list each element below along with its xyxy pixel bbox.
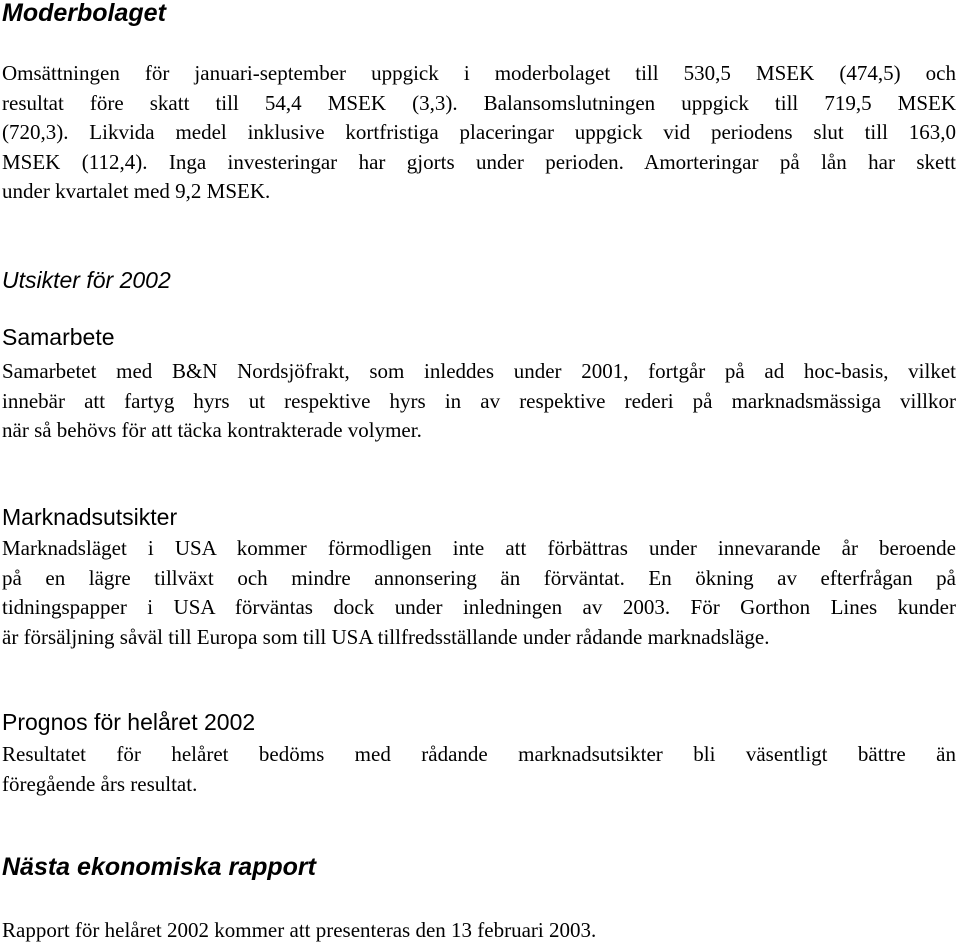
paragraph-line: Omsättningen för januari-september uppgick i moderbolaget till 530,5 MSEK (474,5) och <box>2 61 956 85</box>
paragraph-line: (720,3). Likvida medel inklusive kortfristiga placeringar uppgick vid periodens slut till 163,0 <box>2 120 956 144</box>
paragraph-line: föregående års resultat. <box>2 771 198 796</box>
heading-moderbolaget: Moderbolaget <box>2 0 166 27</box>
paragraph-nasta-rapport <box>2 916 956 946</box>
paragraph-line: resultat före skatt till 54,4 MSEK (3,3). Balansomslutningen uppgick till 719,5 MSEK <box>2 90 956 115</box>
paragraph-line: när så behövs för att täcka kontrakterade volymer. <box>2 418 422 442</box>
paragraph-line: Samarbetet med B&N Nordsjöfrakt, som inleddes under 2001, fortgår på ad hoc-basis, vilket <box>2 359 956 383</box>
paragraph-line: på en lägre tillväxt och mindre annonsering än förväntat. En ökning av efterfrågan på <box>2 565 956 590</box>
heading-prognos: Prognos för helåret 2002 <box>2 709 256 735</box>
paragraph-line: innebär att fartyg hyrs ut respektive hyrs in av respektive rederi på marknadsmässiga villkor <box>2 388 956 413</box>
paragraph-samarbete <box>2 357 956 446</box>
paragraph-moderbolaget <box>2 59 956 207</box>
paragraph-line: Resultatet för helåret bedöms med rådande marknadsutsikter bli väsentligt bättre än <box>2 742 956 766</box>
paragraph-line: Marknadsläget i USA kommer förmodligen inte att förbättras under innevarande år beroende <box>2 536 956 560</box>
paragraph-line: under kvartalet med 9,2 MSEK. <box>2 179 271 203</box>
heading-marknadsutsikter: Marknadsutsikter <box>2 504 178 530</box>
heading-nasta-rapport: Nästa ekonomiska rapport <box>2 853 316 881</box>
heading-samarbete: Samarbete <box>2 324 115 350</box>
paragraph-prognos <box>2 740 956 799</box>
paragraph-line: Rapport för helåret 2002 kommer att presenteras den 13 februari 2003. <box>2 918 597 942</box>
paragraph-marknadsutsikter <box>2 534 956 652</box>
paragraph-line: MSEK (112,4). Inga investeringar har gjorts under perioden. Amorteringar på lån har skett <box>2 149 956 174</box>
paragraph-line: tidningspapper i USA förväntas dock under inledningen av 2003. För Gorthon Lines kunder <box>2 595 956 619</box>
heading-utsikter: Utsikter för 2002 <box>2 267 171 293</box>
paragraph-line: är försäljning såväl till Europa som till USA tillfredsställande under rådande marknadsläge. <box>2 624 770 649</box>
